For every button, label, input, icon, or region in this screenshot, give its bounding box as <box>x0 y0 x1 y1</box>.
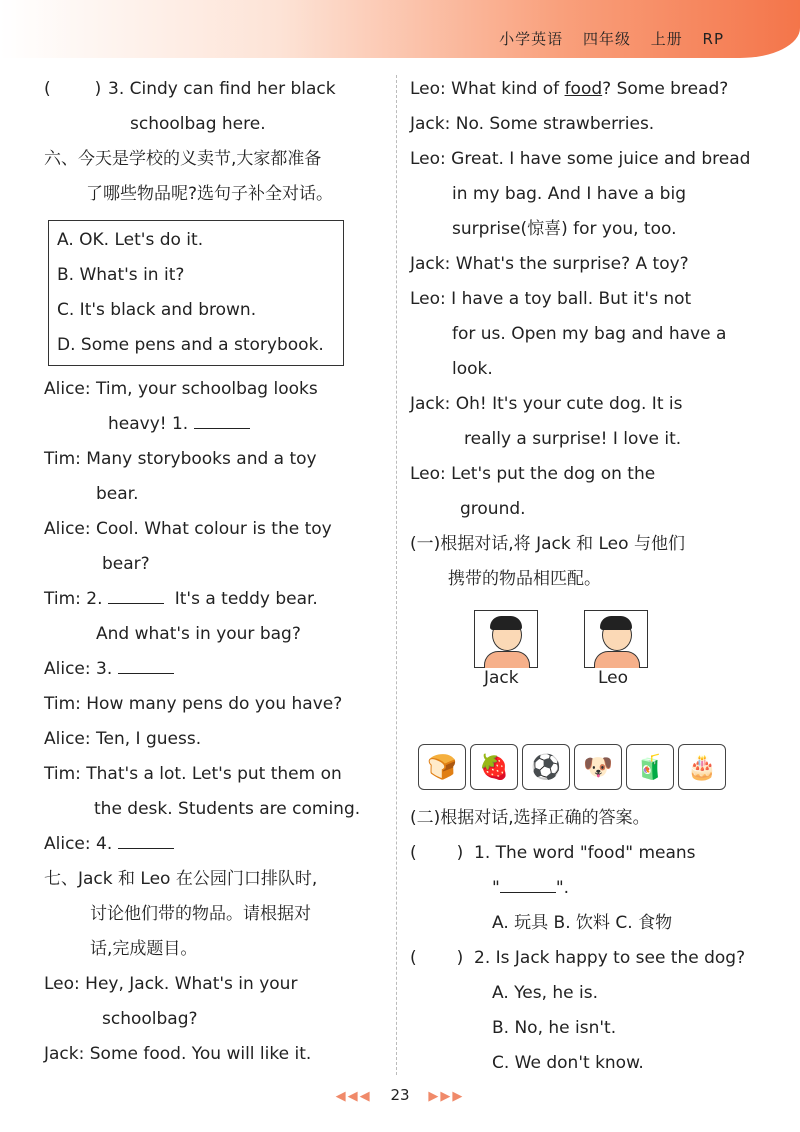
dialog-line: heavy! 1. <box>44 407 374 442</box>
blank-2[interactable] <box>108 585 164 604</box>
person-name-jack: Jack <box>484 668 519 688</box>
header-grade: 四年级 <box>582 30 631 48</box>
answer-paren[interactable]: ( ) <box>410 843 464 863</box>
dialog2-line: Leo: Hey, Jack. What's in your <box>44 974 298 994</box>
section7-line2: 讨论他们带的物品。请根据对 <box>90 904 311 924</box>
dialog-line: Alice: Cool. What colour is the toy <box>44 519 332 539</box>
page-number: 23 <box>390 1086 410 1104</box>
dialog2-line: Jack: Some food. You will like it. <box>44 1044 312 1064</box>
dialog3-line: look. <box>452 359 493 379</box>
dialog-line: Alice: Tim, your schoolbag looks <box>44 379 318 399</box>
q1-line2: " ". <box>410 871 740 906</box>
blank-4[interactable] <box>118 830 174 849</box>
dialog3-line: really a surprise! I love it. <box>464 429 682 449</box>
dialog3-line: Leo: Great. I have some juice and bread <box>410 149 751 169</box>
left-arrows-icon: ◀◀◀ <box>335 1089 372 1104</box>
q1-line1: ( ) 1. The word "food" means <box>410 836 740 871</box>
left-column <box>44 72 374 1072</box>
juice-icon[interactable]: 🧃 <box>626 744 674 790</box>
dialog3-line: surprise(惊喜) for you, too. <box>452 219 677 239</box>
dialog-line: Alice: Ten, I guess. <box>44 729 202 749</box>
dialog-line: Tim: How many pens do you have? <box>44 694 343 714</box>
q5-3-text: 3. Cindy can find her black <box>108 79 336 99</box>
section6-title-line1: 六、今天是学校的义卖节,大家都准备 <box>44 149 322 169</box>
dialog-line: Tim: That's a lot. Let's put them on <box>44 764 342 784</box>
bread-icon[interactable]: 🍞 <box>418 744 466 790</box>
blank-food-meaning[interactable] <box>500 874 556 893</box>
option-b: B. What's in it? <box>57 265 185 285</box>
dialog3-line: for us. Open my bag and have a <box>452 324 727 344</box>
options-box <box>48 220 344 366</box>
q5-3-line1 <box>44 72 374 107</box>
strawberries-icon[interactable]: 🍓 <box>470 744 518 790</box>
answer-paren[interactable]: ( ) <box>44 79 102 99</box>
dialog-line: the desk. Students are coming. <box>94 799 361 819</box>
right-questions <box>410 801 746 1081</box>
section6-title-line2: 了哪些物品呢?选句子补全对话。 <box>86 184 334 204</box>
section7-line3: 话,完成题目。 <box>90 939 198 959</box>
dialog3-line: Jack: Oh! It's your cute dog. It is <box>410 394 683 414</box>
option-d: D. Some pens and a storybook. <box>57 335 324 355</box>
part1-instruction-line1: (一)根据对话,将 Jack 和 Leo 与他们 <box>410 534 685 554</box>
cake-icon[interactable]: 🎂 <box>678 744 726 790</box>
dialog-line: Tim: Many storybooks and a toy <box>44 449 317 469</box>
blank-3[interactable] <box>118 655 174 674</box>
right-arrows-icon: ▶▶▶ <box>428 1089 465 1104</box>
column-divider <box>396 75 397 1075</box>
dialog3-line: ground. <box>460 499 526 519</box>
dialog-line: Tim: 2. It's a teddy bear. <box>44 582 374 617</box>
jack-avatar <box>474 610 538 668</box>
dialog3-line: Jack: No. Some strawberries. <box>410 114 655 134</box>
dialog-line: bear? <box>102 554 150 574</box>
option-c: C. It's black and brown. <box>57 300 257 320</box>
header-subject: 小学英语 <box>499 30 564 48</box>
blank-1[interactable] <box>194 410 250 429</box>
word-food: food <box>564 79 603 99</box>
q2-line: ( ) 2. Is Jack happy to see the dog? <box>410 941 740 976</box>
section7-line1: 七、Jack 和 Leo 在公园门口排队时, <box>44 869 318 889</box>
dog-icon[interactable]: 🐶 <box>574 744 622 790</box>
ball-icon[interactable]: ⚽ <box>522 744 570 790</box>
dialog-line: Alice: 4. <box>44 827 374 862</box>
q1-options: A. 玩具 B. 饮料 C. 食物 <box>492 913 673 933</box>
option-a: A. OK. Let's do it. <box>57 230 204 250</box>
q2-option-c: C. We don't know. <box>492 1053 644 1073</box>
q5-3-line2: schoolbag here. <box>130 114 266 134</box>
person-name-leo: Leo <box>598 668 629 688</box>
dialog2-line: schoolbag? <box>102 1009 198 1029</box>
header-edition: RP <box>702 30 724 48</box>
part2-instruction: (二)根据对话,选择正确的答案。 <box>410 808 650 828</box>
leo-avatar <box>584 610 648 668</box>
header-info <box>485 28 724 49</box>
dialog3-line: Leo: Let's put the dog on the <box>410 464 656 484</box>
dialog-line: And what's in your bag? <box>96 624 301 644</box>
dialog-line: Alice: 3. <box>44 652 374 687</box>
part1-instruction-line2: 携带的物品相匹配。 <box>448 569 601 589</box>
header-term: 上册 <box>650 30 683 48</box>
page-header <box>0 0 800 58</box>
dialog-line: bear. <box>96 484 139 504</box>
answer-paren[interactable]: ( ) <box>410 948 464 968</box>
q2-option-b: B. No, he isn't. <box>492 1018 617 1038</box>
dialog3-line: in my bag. And I have a big <box>452 184 686 204</box>
page-footer <box>0 1086 800 1104</box>
dialog3-line: Leo: I have a toy ball. But it's not <box>410 289 692 309</box>
right-column <box>410 72 751 597</box>
dialog3-line: Jack: What's the surprise? A toy? <box>410 254 689 274</box>
dialog3-line: Leo: What kind of food? Some bread? <box>410 79 729 99</box>
q2-option-a: A. Yes, he is. <box>492 983 599 1003</box>
items-row <box>418 744 726 790</box>
